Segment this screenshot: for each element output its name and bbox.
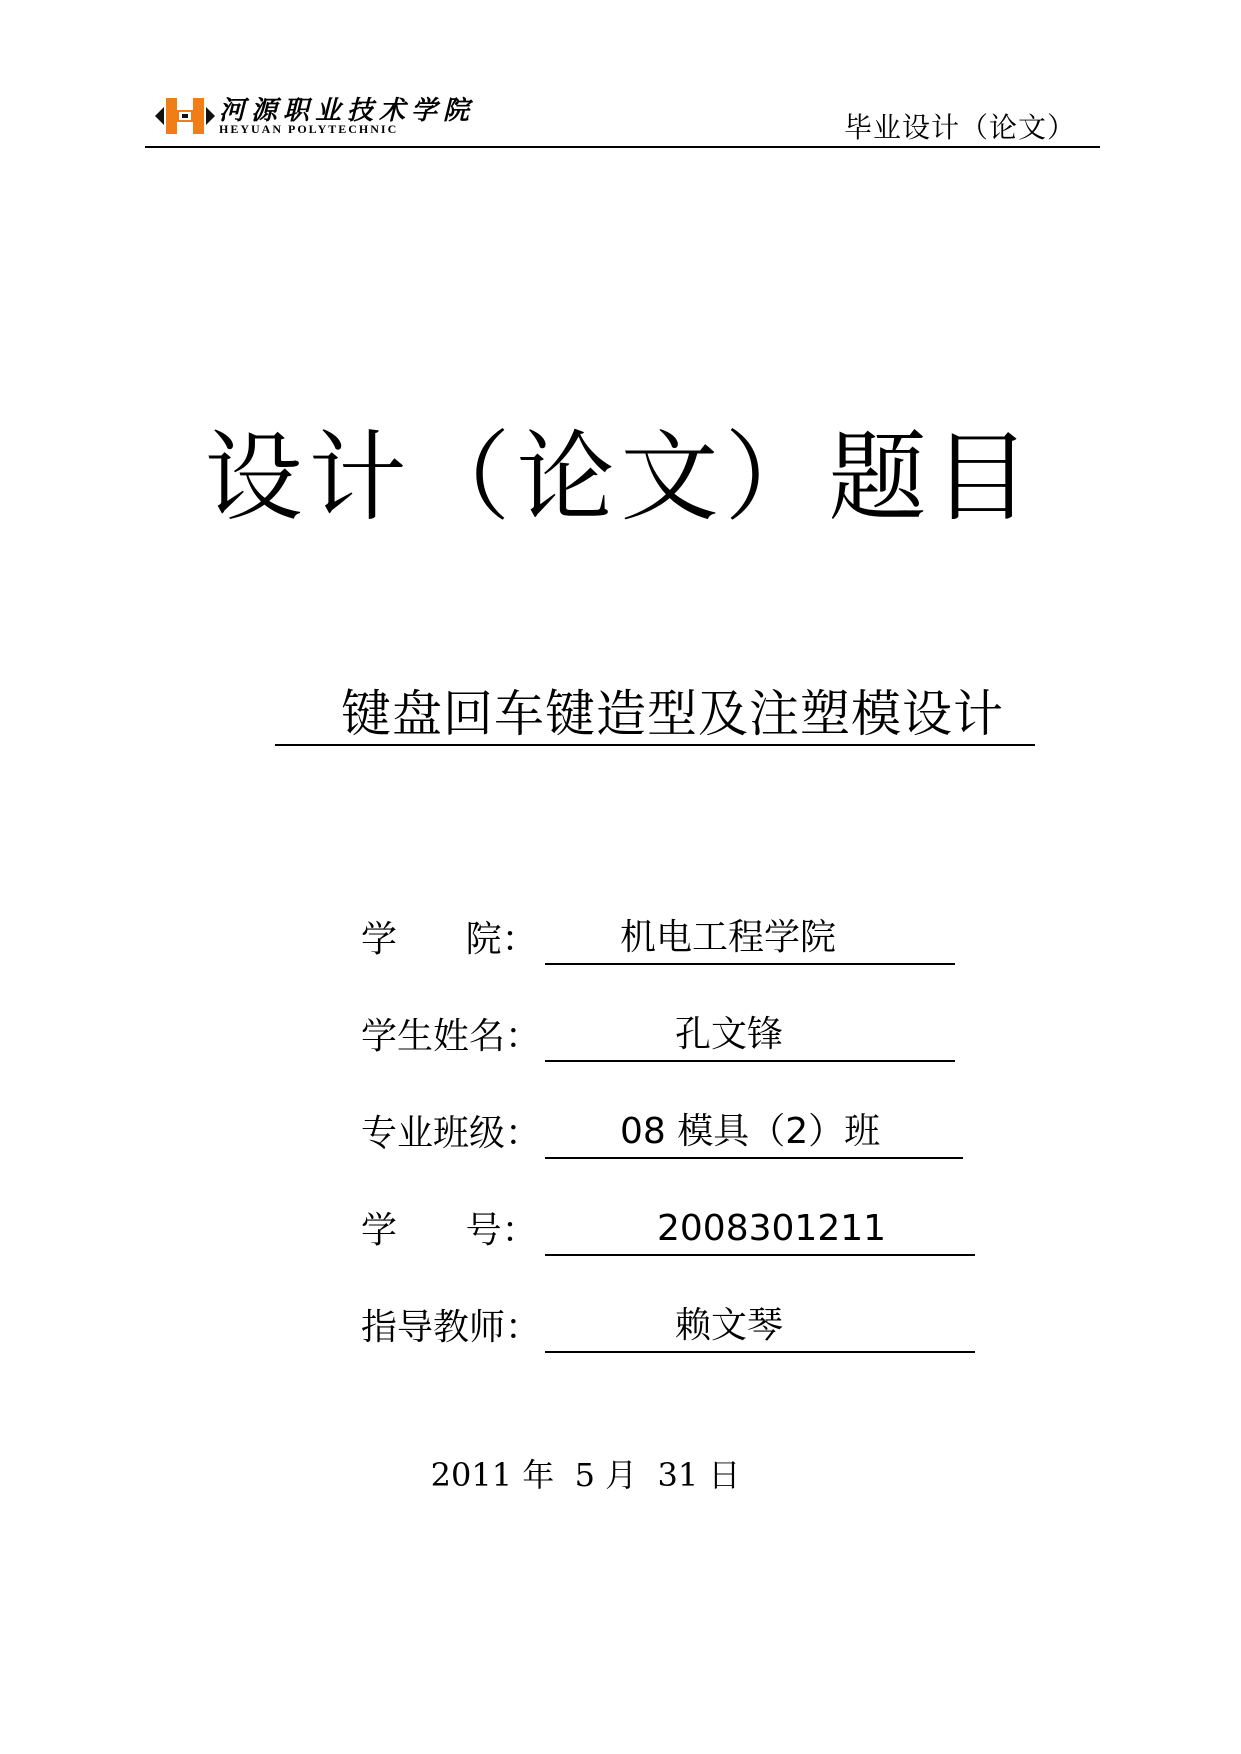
college-underline <box>545 913 955 965</box>
student-id-row <box>361 1206 1001 1256</box>
college-row <box>361 915 1001 965</box>
student-name-row <box>361 1012 1001 1062</box>
advisor-underline <box>545 1301 975 1353</box>
class-label: 专业班级： <box>361 1113 542 1154</box>
logo-h-mark-icon <box>155 94 215 138</box>
thesis-title-line <box>275 684 1035 746</box>
cover-main-title: 设计（论文）题目 <box>204 421 1037 535</box>
student-name-label: 学生姓名： <box>361 1016 542 1057</box>
advisor-row <box>361 1303 1001 1353</box>
submission-date: 2011 年 5 月 31 日 <box>430 1456 741 1494</box>
student-id-underline <box>545 1204 975 1256</box>
page-header <box>145 84 1100 148</box>
college-label: 学 院： <box>361 919 538 960</box>
logo-text <box>219 97 475 135</box>
class-value: 08 模具（2）班 <box>620 1111 881 1152</box>
class-row <box>361 1109 1001 1159</box>
student-id-label: 学 号： <box>361 1210 538 1251</box>
student-name-value: 孔文锋 <box>675 1014 784 1055</box>
school-name-cn: 河源职业技术学院 <box>219 96 476 126</box>
class-underline <box>545 1107 963 1159</box>
student-id-value: 2008301211 <box>657 1208 887 1249</box>
school-logo <box>155 94 475 138</box>
thesis-title: 键盘回车键造型及注塑模设计 <box>341 685 1004 743</box>
advisor-label: 指导教师： <box>361 1307 542 1348</box>
school-name-en: HEYUAN POLYTECHNIC <box>219 122 399 136</box>
student-name-underline <box>545 1010 955 1062</box>
document-type: 毕业设计（论文） <box>843 111 1076 144</box>
advisor-value: 赖文琴 <box>675 1305 784 1346</box>
college-value: 机电工程学院 <box>620 917 837 958</box>
